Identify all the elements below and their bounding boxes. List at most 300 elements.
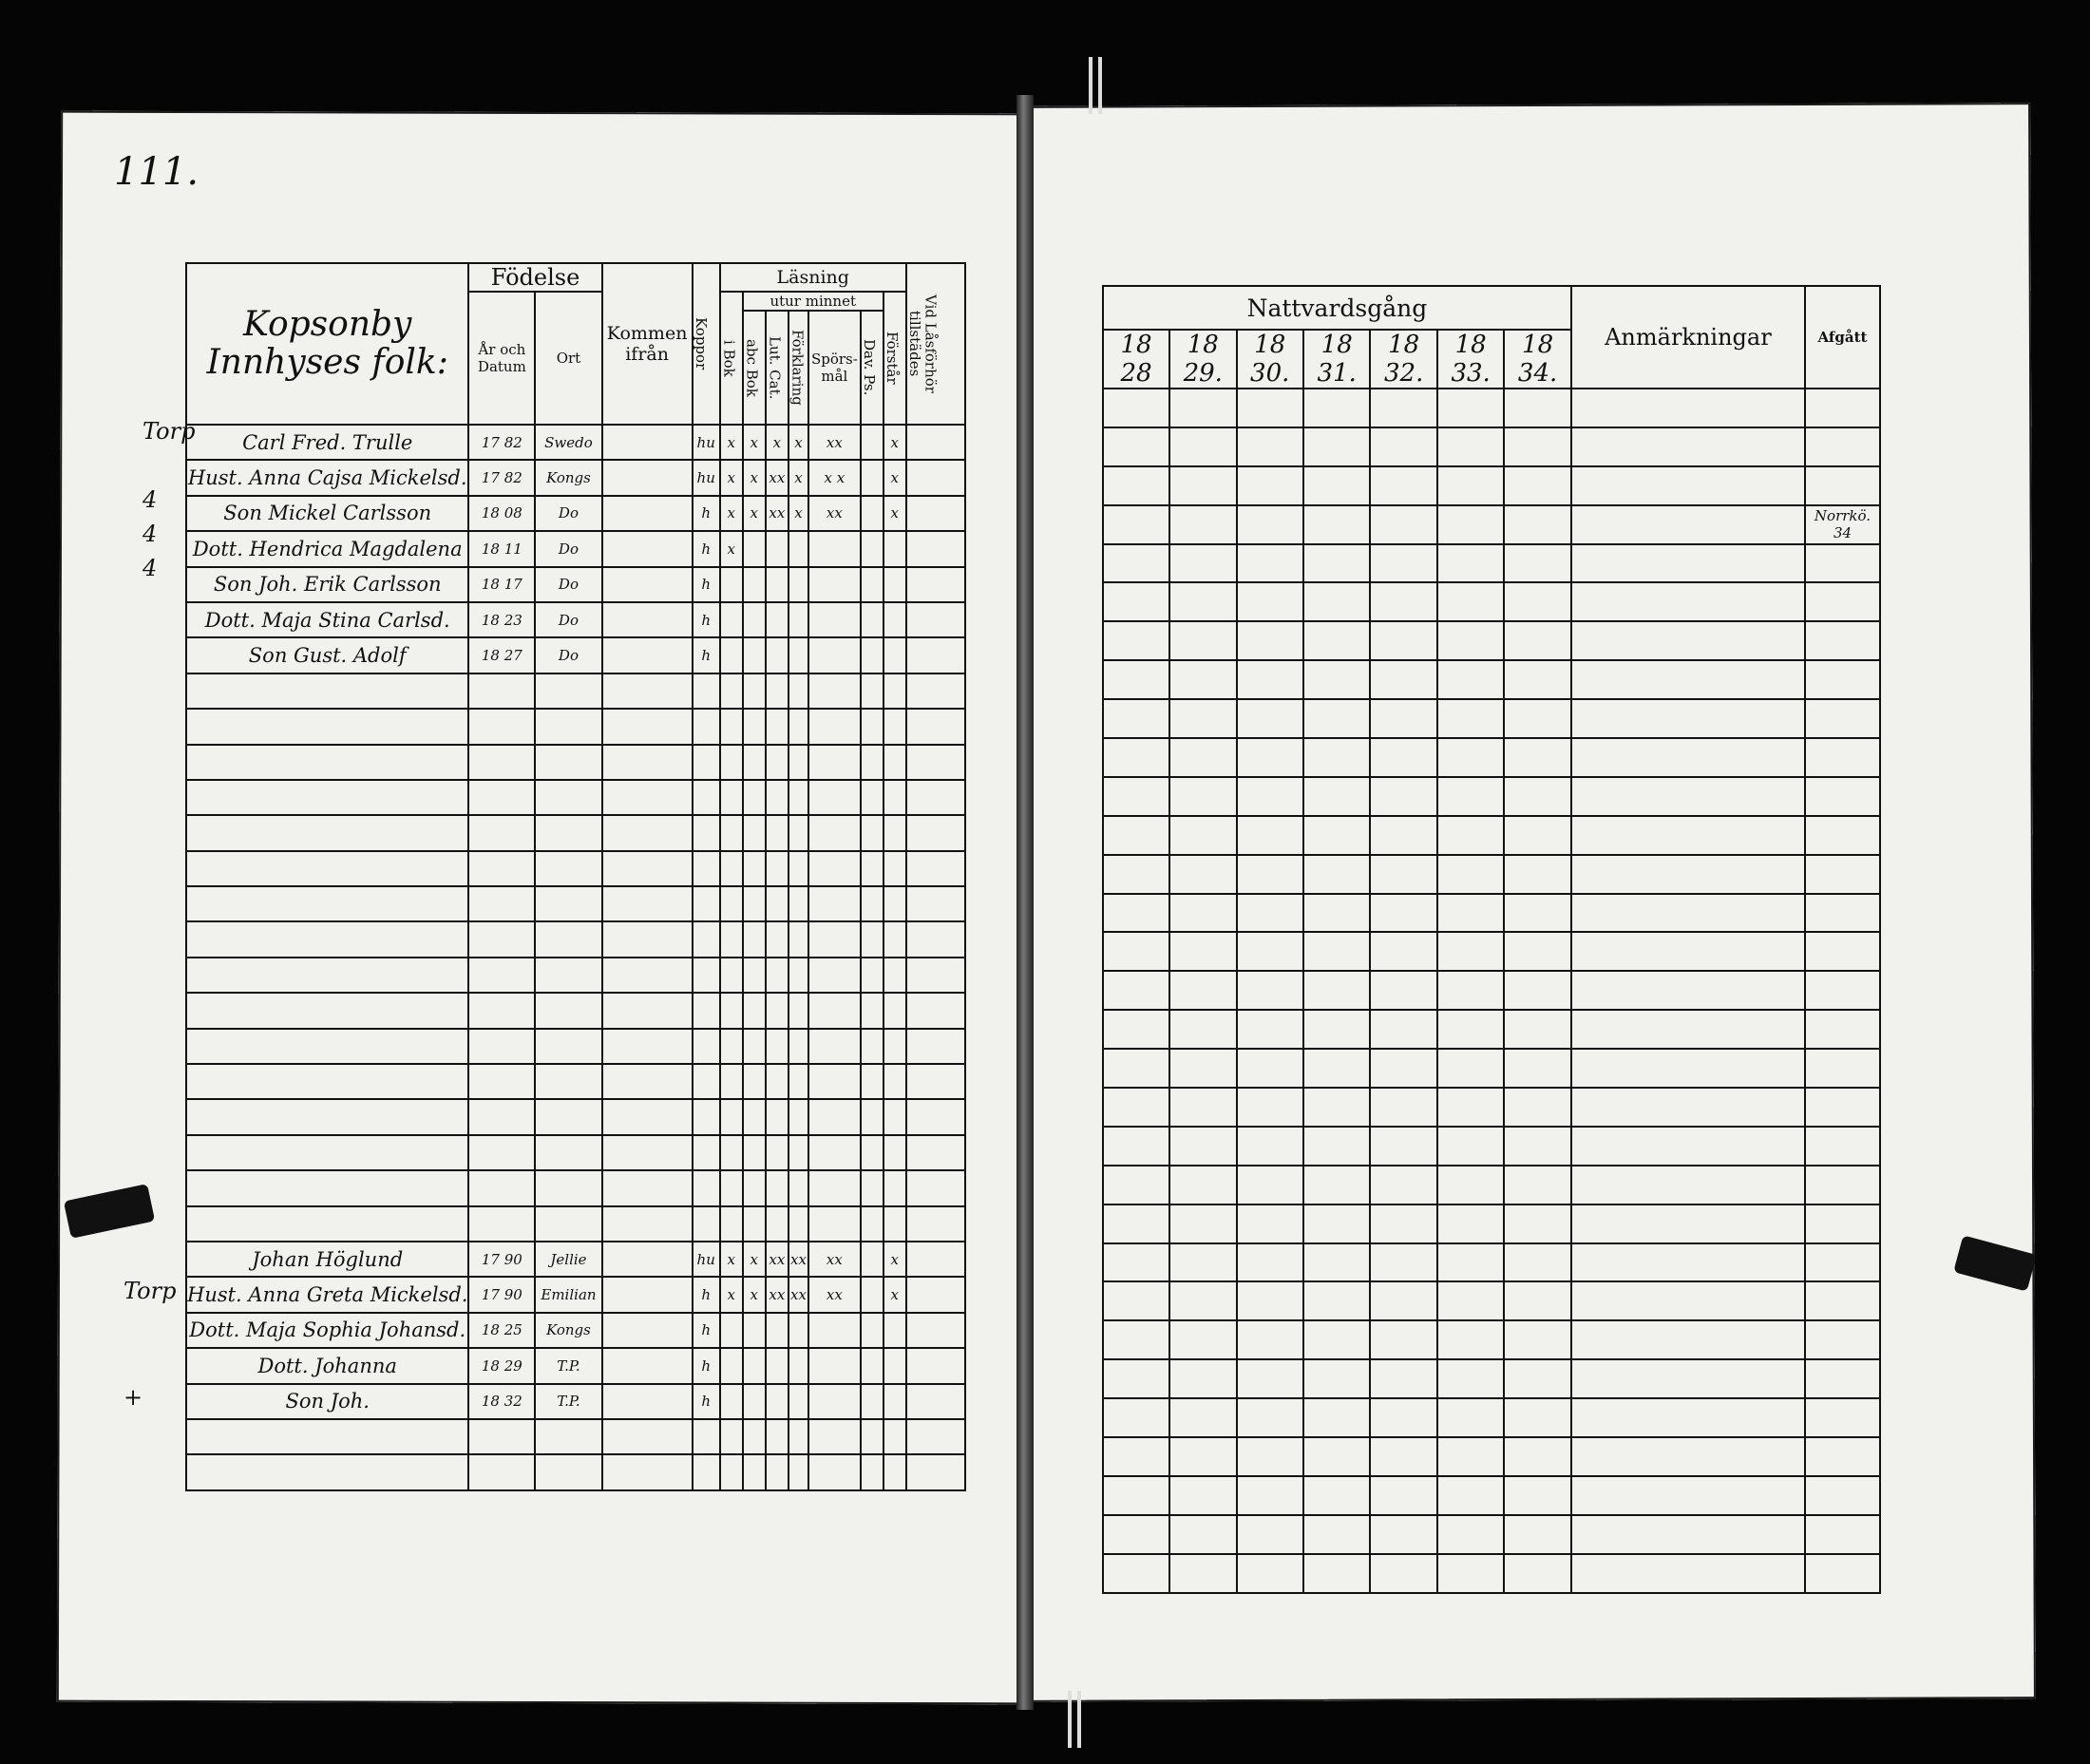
blank-cell: [861, 1135, 884, 1170]
blank-cell: [693, 1099, 720, 1134]
afgatt-cell: Norrkö. 34: [1805, 505, 1880, 544]
communion-row: [1103, 582, 1880, 621]
ar-och-datum-header: År och Datum: [468, 292, 535, 425]
blank-cell: [602, 921, 693, 957]
communion-row: [1103, 1243, 1880, 1282]
afgatt-cell: [1805, 1359, 1880, 1398]
communion-cell: [1103, 427, 1169, 466]
ort-header: Ort: [535, 292, 601, 425]
communion-cell: [1103, 699, 1169, 738]
sporsmal-header: Spörs-mål: [808, 311, 861, 425]
margin-note: Torp: [142, 418, 196, 445]
blank-cell: [861, 1099, 884, 1134]
communion-cell: [1504, 855, 1570, 894]
reading-mark: x: [884, 460, 906, 495]
afgatt-cell: [1805, 1320, 1880, 1359]
remark-cell: [1571, 389, 1805, 427]
blank-row: [186, 780, 965, 815]
communion-cell: [1437, 427, 1504, 466]
blank-cell: [743, 958, 766, 993]
blank-cell: [693, 886, 720, 921]
village-name: Kopsonby: [243, 305, 412, 345]
blank-cell: [884, 851, 906, 886]
reading-mark: [861, 1277, 884, 1312]
communion-cell: [1237, 816, 1303, 855]
blank-cell: [808, 1170, 861, 1205]
koppor-cell: hu: [693, 460, 720, 495]
remark-cell: [1571, 1320, 1805, 1359]
communion-cell: [1370, 1204, 1436, 1243]
blank-row: [186, 1064, 965, 1099]
birth-place: Jellie: [535, 1242, 601, 1277]
communion-row: [1103, 971, 1880, 1010]
reading-mark: xx: [808, 496, 861, 531]
blank-cell: [468, 745, 535, 780]
blank-cell: [186, 1029, 468, 1064]
kommen-ifran-cell: [602, 567, 693, 602]
communion-row: [1103, 1359, 1880, 1398]
communion-cell: [1169, 660, 1236, 699]
blank-cell: [808, 673, 861, 709]
communion-cell: [1237, 1398, 1303, 1437]
blank-cell: [906, 745, 965, 780]
blank-cell: [535, 886, 601, 921]
lut-cat-header: [766, 311, 788, 425]
afgatt-cell: [1805, 855, 1880, 894]
blank-cell: [602, 709, 693, 744]
kommen-ifran-cell: [602, 1384, 693, 1419]
blank-cell: [906, 851, 965, 886]
blank-cell: [808, 1029, 861, 1064]
reading-mark: x: [720, 496, 743, 531]
communion-cell: [1237, 738, 1303, 777]
reading-mark: x: [884, 1277, 906, 1312]
communion-cell: [1103, 1127, 1169, 1166]
communion-cell: [1169, 1359, 1236, 1398]
communion-cell: [1103, 1088, 1169, 1127]
communion-cell: [1504, 1359, 1570, 1398]
reading-mark: [808, 602, 861, 637]
blank-cell: [884, 886, 906, 921]
communion-cell: [1103, 660, 1169, 699]
blank-cell: [535, 993, 601, 1028]
communion-cell: [1370, 1281, 1436, 1320]
reading-mark: x: [884, 1242, 906, 1277]
blank-row: [186, 1170, 965, 1205]
birth-date: 18 32: [468, 1384, 535, 1419]
blank-cell: [788, 1029, 808, 1064]
communion-cell: [1303, 1398, 1370, 1437]
communion-cell: [1437, 971, 1504, 1010]
remark-cell: [1571, 1243, 1805, 1282]
blank-cell: [766, 815, 788, 850]
blank-cell: [766, 921, 788, 957]
margin-note: 4: [142, 521, 158, 547]
communion-cell: [1169, 1088, 1236, 1127]
reading-mark: [884, 1313, 906, 1348]
reading-mark: xx: [808, 425, 861, 460]
communion-cell: [1437, 660, 1504, 699]
afgatt-cell: [1805, 932, 1880, 971]
communion-cell: [1303, 427, 1370, 466]
communion-cell: [1237, 1049, 1303, 1088]
vid-lasforhor-label: Vid Låsförhör tillstädes: [906, 294, 940, 393]
margin-note: 4: [142, 486, 158, 513]
communion-row: [1103, 1049, 1880, 1088]
blank-cell: [861, 1064, 884, 1099]
household-register-table: [185, 262, 966, 1491]
blank-cell: [468, 1029, 535, 1064]
communion-row: [1103, 1010, 1880, 1049]
communion-cell: [1237, 1127, 1303, 1166]
blank-cell: [906, 709, 965, 744]
blank-cell: [808, 780, 861, 815]
communion-cell: [1370, 1088, 1436, 1127]
register-row: [186, 1384, 965, 1419]
blank-cell: [602, 851, 693, 886]
blank-cell: [808, 1454, 861, 1489]
blank-cell: [766, 993, 788, 1028]
remark-cell: [1571, 777, 1805, 816]
blank-cell: [720, 886, 743, 921]
afgatt-cell: [1805, 621, 1880, 660]
communion-cell: [1103, 544, 1169, 583]
reading-mark: [788, 1348, 808, 1383]
birth-date: 17 82: [468, 460, 535, 495]
reading-mark: x: [788, 425, 808, 460]
reading-mark: xx: [808, 1277, 861, 1312]
remark-cell: [1571, 1088, 1805, 1127]
reading-mark: x: [884, 496, 906, 531]
reading-mark: xx: [788, 1277, 808, 1312]
blank-cell: [808, 1135, 861, 1170]
reading-mark: x: [743, 425, 766, 460]
year-column-header: 18 31.: [1303, 330, 1370, 389]
communion-cell: [1370, 699, 1436, 738]
blank-cell: [766, 1454, 788, 1489]
afgatt-cell: [1805, 1515, 1880, 1554]
lasning-header: Läsning: [720, 263, 906, 292]
communion-cell: [1103, 582, 1169, 621]
reading-mark: [861, 1348, 884, 1383]
blank-cell: [535, 958, 601, 993]
communion-cell: [1103, 932, 1169, 971]
blank-cell: [720, 993, 743, 1028]
blank-cell: [693, 1170, 720, 1205]
reading-mark: x: [720, 460, 743, 495]
reading-mark: [720, 637, 743, 673]
blank-cell: [720, 1029, 743, 1064]
person-name: Dott. Maja Sophia Johansd.: [186, 1313, 468, 1348]
communion-cell: [1504, 1127, 1570, 1166]
afgatt-cell: [1805, 544, 1880, 583]
blank-cell: [693, 1454, 720, 1489]
blank-cell: [766, 851, 788, 886]
communion-cell: [1437, 1476, 1504, 1515]
blank-cell: [186, 921, 468, 957]
blank-cell: [861, 921, 884, 957]
reading-mark: [743, 1384, 766, 1419]
blank-cell: [186, 709, 468, 744]
communion-cell: [1303, 1243, 1370, 1282]
communion-cell: [1504, 1243, 1570, 1282]
blank-cell: [693, 1206, 720, 1242]
communion-cell: [1504, 1166, 1570, 1204]
blank-cell: [906, 1170, 965, 1205]
communion-row: [1103, 389, 1880, 427]
blank-cell: [186, 886, 468, 921]
koppor-header: [693, 263, 720, 425]
blank-cell: [720, 1099, 743, 1134]
binder-mark-top: [1098, 57, 1102, 114]
blank-cell: [743, 1029, 766, 1064]
communion-cell: [1169, 1554, 1236, 1593]
remark-cell: [1571, 1398, 1805, 1437]
blank-cell: [693, 673, 720, 709]
koppor-cell: h: [693, 1277, 720, 1312]
communion-cell: [1237, 932, 1303, 971]
remark-cell: [1571, 894, 1805, 933]
communion-cell: [1504, 1398, 1570, 1437]
remark-cell: [1571, 621, 1805, 660]
afgatt-cell: [1805, 1243, 1880, 1282]
communion-cell: [1437, 1166, 1504, 1204]
blank-cell: [884, 1454, 906, 1489]
reading-mark: xx: [766, 1277, 788, 1312]
reading-mark: [743, 1313, 766, 1348]
blank-cell: [884, 709, 906, 744]
communion-cell: [1237, 1204, 1303, 1243]
communion-cell: [1437, 1243, 1504, 1282]
blank-cell: [602, 815, 693, 850]
blank-cell: [788, 1099, 808, 1134]
blank-cell: [788, 780, 808, 815]
reading-mark: [743, 531, 766, 566]
blank-cell: [861, 993, 884, 1028]
blank-cell: [602, 745, 693, 780]
communion-cell: [1303, 971, 1370, 1010]
reading-mark: x: [884, 425, 906, 460]
afgatt-cell: [1805, 894, 1880, 933]
blank-row: [186, 745, 965, 780]
register-row: [186, 531, 965, 566]
blank-cell: [906, 886, 965, 921]
afgatt-cell: [1805, 1398, 1880, 1437]
communion-cell: [1237, 1320, 1303, 1359]
remark-cell: [1571, 1359, 1805, 1398]
blank-cell: [743, 1454, 766, 1489]
blank-cell: [884, 1064, 906, 1099]
communion-cell: [1437, 1554, 1504, 1593]
abc-bok-header: [743, 311, 766, 425]
blank-cell: [602, 1029, 693, 1064]
communion-cell: [1237, 582, 1303, 621]
remark-cell: [1571, 1127, 1805, 1166]
afgatt-cell: [1805, 582, 1880, 621]
reading-mark: [884, 531, 906, 566]
communion-cell: [1169, 389, 1236, 427]
blank-cell: [720, 1454, 743, 1489]
communion-cell: [1370, 932, 1436, 971]
communion-cell: [1103, 1204, 1169, 1243]
blank-cell: [186, 1454, 468, 1489]
blank-cell: [468, 851, 535, 886]
communion-cell: [1437, 1437, 1504, 1476]
afgatt-cell: [1805, 738, 1880, 777]
blank-cell: [720, 1206, 743, 1242]
blank-cell: [808, 745, 861, 780]
blank-cell: [906, 673, 965, 709]
communion-cell: [1169, 932, 1236, 971]
afgatt-cell: [1805, 1127, 1880, 1166]
communion-cell: [1437, 582, 1504, 621]
margin-note: +: [124, 1384, 143, 1411]
blank-cell: [186, 1135, 468, 1170]
blank-cell: [720, 815, 743, 850]
page-number: 111.: [114, 150, 200, 194]
blank-cell: [535, 1099, 601, 1134]
year-column-header: 18 32.: [1370, 330, 1436, 389]
vid-lasforhor-cell: [906, 425, 965, 460]
birth-place: Kongs: [535, 460, 601, 495]
communion-cell: [1237, 971, 1303, 1010]
blank-cell: [788, 673, 808, 709]
communion-cell: [1103, 1476, 1169, 1515]
blank-cell: [788, 745, 808, 780]
blank-cell: [468, 673, 535, 709]
blank-cell: [861, 886, 884, 921]
remark-cell: [1571, 1437, 1805, 1476]
koppor-cell: h: [693, 1384, 720, 1419]
communion-cell: [1237, 894, 1303, 933]
communion-cell: [1103, 1166, 1169, 1204]
communion-row: [1103, 1088, 1880, 1127]
communion-cell: [1169, 621, 1236, 660]
communion-cell: [1437, 1398, 1504, 1437]
communion-cell: [1303, 1166, 1370, 1204]
communion-cell: [1370, 466, 1436, 505]
blank-cell: [766, 1419, 788, 1454]
afgatt-cell: [1805, 1204, 1880, 1243]
vid-lasforhor-header: [906, 263, 965, 425]
communion-row: [1103, 894, 1880, 933]
reading-mark: [861, 425, 884, 460]
reading-mark: [788, 1313, 808, 1348]
person-name: Carl Fred. Trulle: [186, 425, 468, 460]
blank-cell: [535, 745, 601, 780]
blank-cell: [693, 815, 720, 850]
communion-cell: [1303, 621, 1370, 660]
communion-cell: [1237, 1166, 1303, 1204]
blank-cell: [693, 780, 720, 815]
blank-cell: [861, 1454, 884, 1489]
communion-cell: [1303, 855, 1370, 894]
birth-date: 18 08: [468, 496, 535, 531]
remark-cell: [1571, 505, 1805, 544]
reading-mark: [861, 567, 884, 602]
communion-cell: [1237, 660, 1303, 699]
blank-cell: [468, 1099, 535, 1134]
communion-cell: [1303, 1476, 1370, 1515]
communion-cell: [1237, 777, 1303, 816]
reading-mark: [808, 637, 861, 673]
reading-mark: [720, 1313, 743, 1348]
register-row: [186, 1242, 965, 1277]
birth-place: Emilian: [535, 1277, 601, 1312]
communion-cell: [1437, 466, 1504, 505]
reading-mark: [766, 531, 788, 566]
reading-mark: xx: [766, 496, 788, 531]
blank-cell: [906, 1029, 965, 1064]
person-name: Dott. Hendrica Magdalena: [186, 531, 468, 566]
birth-date: 17 90: [468, 1277, 535, 1312]
koppor-cell: h: [693, 496, 720, 531]
reading-mark: xx: [766, 1242, 788, 1277]
remark-cell: [1571, 1010, 1805, 1049]
forstar-header: [884, 292, 906, 425]
communion-row: [1103, 1476, 1880, 1515]
blank-cell: [468, 886, 535, 921]
communion-cell: [1437, 1204, 1504, 1243]
communion-cell: [1169, 1515, 1236, 1554]
blank-cell: [743, 993, 766, 1028]
blank-cell: [602, 1170, 693, 1205]
blank-cell: [906, 815, 965, 850]
communion-cell: [1303, 1088, 1370, 1127]
communion-cell: [1237, 1437, 1303, 1476]
blank-row: [186, 1029, 965, 1064]
i-bok-label: i Bok: [720, 339, 738, 377]
koppor-cell: h: [693, 531, 720, 566]
blank-cell: [788, 1454, 808, 1489]
nattvardsgang-header: Nattvardsgång: [1103, 286, 1571, 330]
communion-cell: [1504, 389, 1570, 427]
blank-cell: [602, 1206, 693, 1242]
communion-cell: [1103, 466, 1169, 505]
blank-row: [186, 886, 965, 921]
blank-cell: [766, 780, 788, 815]
blank-cell: [743, 886, 766, 921]
afgatt-cell: [1805, 777, 1880, 816]
communion-cell: [1504, 660, 1570, 699]
kommen-ifran-cell: [602, 1242, 693, 1277]
blank-cell: [720, 958, 743, 993]
communion-cell: [1303, 894, 1370, 933]
communion-cell: [1437, 1359, 1504, 1398]
communion-cell: [1437, 621, 1504, 660]
blank-cell: [808, 1064, 861, 1099]
communion-row: [1103, 660, 1880, 699]
remark-cell: [1571, 427, 1805, 466]
communion-cell: [1169, 699, 1236, 738]
birth-date: 18 27: [468, 637, 535, 673]
blank-cell: [186, 993, 468, 1028]
blank-cell: [884, 958, 906, 993]
blank-cell: [788, 1064, 808, 1099]
communion-cell: [1103, 777, 1169, 816]
village-heading: [186, 263, 468, 425]
blank-cell: [602, 993, 693, 1028]
blank-cell: [720, 673, 743, 709]
kommen-ifran-cell: [602, 531, 693, 566]
communion-cell: [1437, 1127, 1504, 1166]
communion-row: [1103, 738, 1880, 777]
reading-mark: [861, 637, 884, 673]
person-name: Son Joh.: [186, 1384, 468, 1419]
blank-cell: [766, 673, 788, 709]
blank-cell: [884, 921, 906, 957]
blank-cell: [861, 1419, 884, 1454]
